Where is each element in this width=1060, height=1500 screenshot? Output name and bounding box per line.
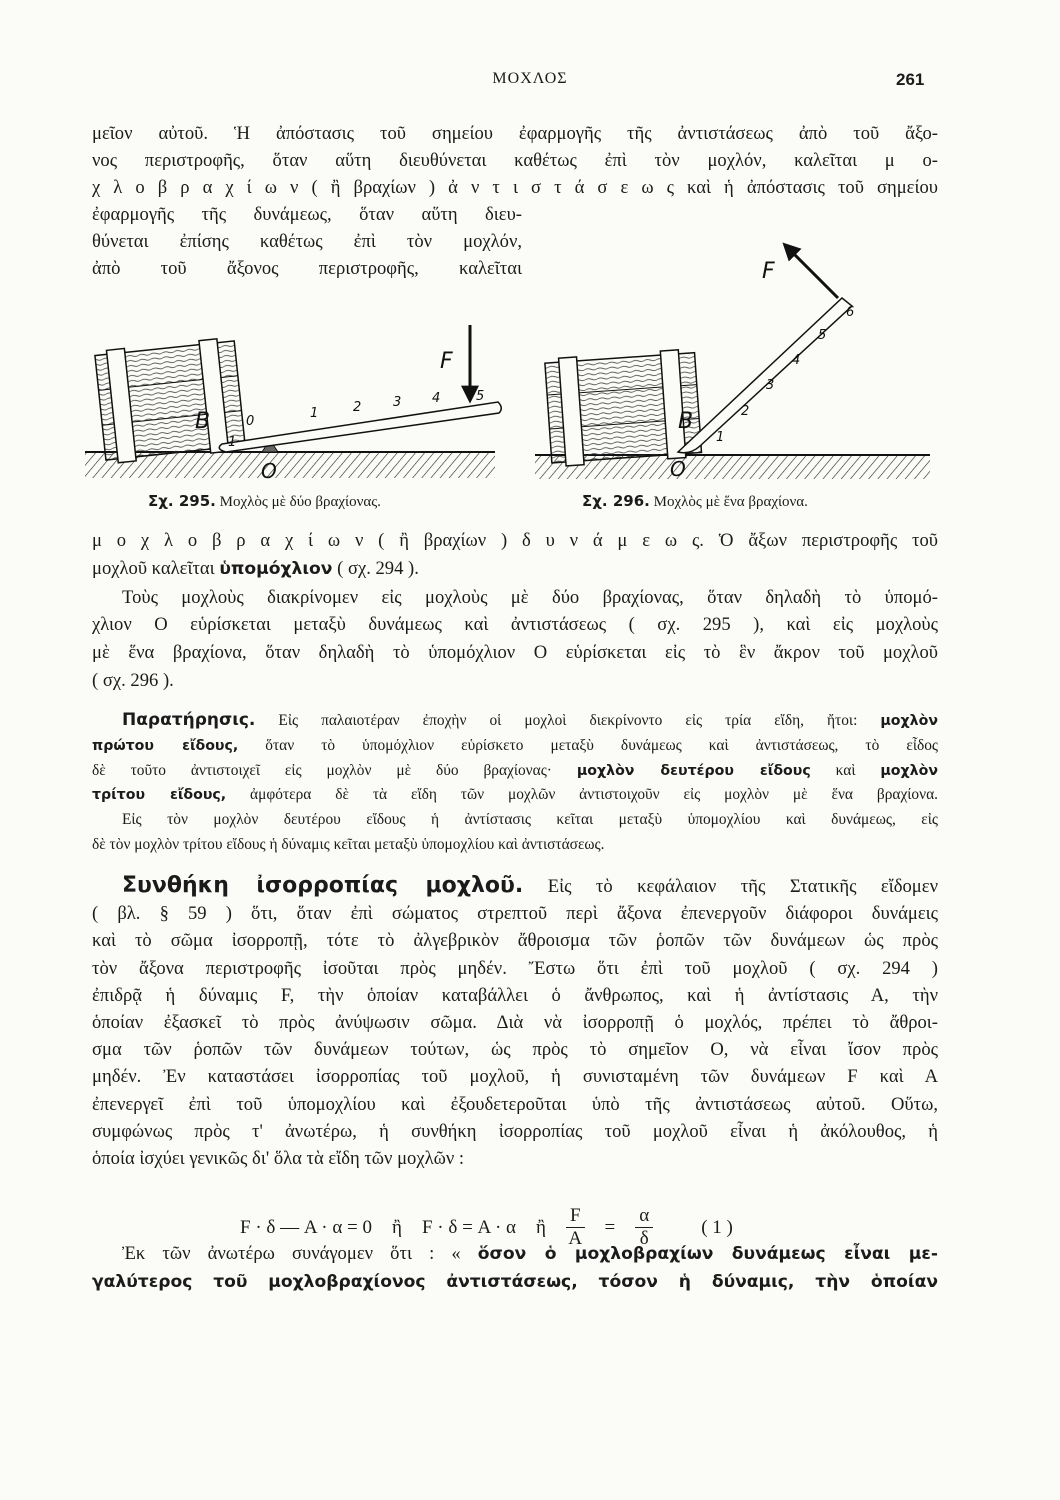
text-run: μοχλοῦ καλεῖται: [92, 557, 220, 579]
text-run: ὁποίαν ἐξασκεῖ τὸ πρὸς ἀνύψωσιν σῶμα. Διὰ νὰ ἰσορροπῇ ὁ μοχλός, πρέπει τὸ ἄθροι-: [92, 1012, 938, 1034]
paragraph-conclusion: [92, 1240, 938, 1296]
paragraph-fulcrum: [92, 527, 938, 695]
caption-label: Σχ. 295.: [148, 492, 216, 510]
bold-term: ὅσον ὁ μοχλοβραχίων δυνάμεως εἶναι με-: [477, 1244, 938, 1264]
text-line: [92, 833, 938, 858]
bold-term: μοχλὸν: [880, 713, 938, 729]
text-run: συμφώνως πρὸς τ' ἀνωτέρω, ἡ συνθήκη ἰσορροπίας τοῦ μοχλοῦ εἶναι ἡ ἀκόλουθος, ἡ: [92, 1120, 938, 1142]
text-line: [92, 1091, 938, 1118]
text-run: δὲ τοῦτο ἀντιστοιχεῖ εἰς μοχλὸν μὲ δύο βραχίονας·: [92, 761, 577, 779]
mark-0: 0: [246, 414, 255, 429]
mark-6: 6: [846, 305, 855, 320]
bold-term: μοχλὸν: [880, 762, 938, 779]
text-run: θύνεται ἐπίσης καθέτως ἐπὶ τὸν μοχλόν,: [92, 231, 522, 252]
text-run: τὸν ἄξονα περιστροφῆς ἰσοῦται πρὸς μηδέν. Ἔστω ὅτι ἐπὶ τοῦ μοχλοῦ ( σχ. 294 ): [92, 957, 938, 979]
bold-term: τρίτου εἴδους,: [92, 787, 227, 804]
text-run: δὲ τὸν μοχλὸν τρίτου εἴδους ἡ δύναμις κεῖται μεταξὺ ὑπομοχλίου καὶ ἀντιστάσεως.: [92, 835, 605, 853]
mark-4: 4: [792, 353, 801, 368]
numerator: α: [635, 1205, 653, 1228]
text-run: Εἰς παλαιοτέραν ἐποχὴν οἱ μοχλοὶ διεκρίνοντο εἰς τρία εἴδη, ἤτοι:: [255, 712, 881, 729]
mark-2: 2: [741, 404, 750, 419]
mark-3: 3: [766, 378, 775, 393]
text-run: Εἰς τὸν μοχλὸν δευτέρου εἴδους ἡ ἀντίστασις κεῖται μεταξὺ ὑπομοχλίου καὶ δυνάμεως, εἰς: [122, 811, 938, 829]
figure-295: [85, 325, 501, 483]
text-run: ( βλ. § 59 ) ὅτι, ὅταν ἐπὶ σώματος στρεπτοῦ περὶ ἄξονα ἐπενεργοῦν διάφοροι δυνάμεις: [92, 903, 938, 925]
running-header: ΜΟΧΛΟΣ: [492, 70, 568, 87]
eq-equals: =: [604, 1216, 616, 1238]
text-line: [92, 1240, 938, 1268]
text-run: Εἰς τὸ κεφάλαιον τῆς Στατικῆς εἴδομεν: [523, 876, 938, 897]
mark-2: 2: [353, 400, 362, 415]
text-run: ἀπὸ τοῦ ἄξονος περιστροφῆς, καλεῖται: [92, 258, 522, 279]
text-line: [92, 783, 938, 808]
text-line: [92, 1063, 938, 1090]
label-O: O: [261, 459, 277, 483]
text-run: ἐπιδρᾷ ἡ δύναμις F, τὴν ὁποίαν καταβάλλει ὁ ἄνθρωπος, καὶ ἡ ἀντίστασις Α, τὴν: [92, 984, 938, 1006]
text-run: ὁποία ἰσχύει γενικῶς δι' ὅλα τὰ εἴδη τῶν μοχλῶν :: [92, 1148, 465, 1170]
text-run: ὅταν τὸ ὑπομόχλιον εὑρίσκετο μεταξὺ δυνάμεως καὶ ἀντιστάσεως, τὸ εἶδος: [238, 736, 938, 754]
text-line: [92, 982, 938, 1009]
mark-1: 1: [716, 430, 725, 445]
crate: [545, 349, 702, 467]
text-line: [92, 955, 938, 982]
figures-295-296: [0, 0, 1060, 500]
mark-5: 5: [476, 389, 485, 404]
label-F: F: [440, 349, 453, 374]
caption-text: Μοχλὸς μὲ δύο βραχίονας.: [219, 494, 381, 510]
text-run: μ ο χ λ ο β ρ α χ ί ω ν ( ἢ βραχίων ) δ υ ν ά μ ε ω ς. Ὁ ἄξων περιστροφῆς τοῦ: [92, 530, 938, 551]
section-heading: Συνθήκη ἰσορροπίας μοχλοῦ.: [122, 873, 524, 898]
text-line: [92, 808, 938, 833]
text-run: χ λ ο β ρ α χ ί ω ν ( ἢ βραχίων ) ἀ ν τ ι σ τ ά σ ε ω ς καὶ ἡ ἀπόστασις τοῦ σημείου: [92, 177, 938, 198]
eq-part1: F · δ — A · α = 0: [240, 1216, 373, 1238]
page-number: 261: [896, 70, 925, 89]
text-line: [92, 667, 938, 695]
text-run: μεῖον αὐτοῦ. Ἡ ἀπόστασις τοῦ σημείου ἐφαρμογῆς τῆς ἀντιστάσεως ἀπὸ τοῦ ἄξο-: [92, 123, 938, 144]
text-run: ἐφαρμογῆς τῆς δυνάμεως, ὅταν αὕτη διευ-: [92, 204, 522, 225]
numerator: F: [566, 1205, 585, 1228]
text-run: ἐπενεργεῖ ἐπὶ τοῦ ὑπομοχλίου καὶ ἐξουδετεροῦται ὑπὸ τῆς ἀντιστάσεως αὐτοῦ. Οὕτω,: [92, 1093, 938, 1115]
text-line: [92, 527, 938, 555]
label-B: B: [195, 409, 211, 434]
label-O: O: [670, 457, 686, 481]
mark-1: 1: [310, 406, 319, 421]
text-line: [92, 927, 938, 954]
text-run: χλιον Ο εὑρίσκεται μεταξὺ δυνάμεως καὶ ἀντιστάσεως ( σχ. 295 ), καὶ εἰς μοχλοὺς: [92, 614, 938, 636]
text-line: [92, 900, 938, 927]
text-run: σμα τῶν ῥοπῶν τῶν δυνάμεων τούτων, ὡς πρὸς τὸ σημεῖον Ο, νὰ εἶναι ἴσον πρὸς: [92, 1039, 938, 1061]
denominator: A: [568, 1228, 583, 1249]
eq-or: ἢ: [392, 1216, 402, 1238]
text-run: καὶ τὸ σῶμα ἰσορροπῇ, τότε τὸ ἀλγεβρικὸν ἄθροισμα τῶν ῥοπῶν τῶν δυνάμεων ὡς πρὸς: [92, 930, 938, 952]
text-run: Ἐκ τῶν ἀνωτέρω συνάγομεν ὅτι : «: [122, 1243, 478, 1264]
mark-3: 3: [393, 395, 402, 410]
text-run: νος περιστροφῆς, ὅταν αὕτη διευθύνεται καθέτως ἐπὶ τὸν μοχλόν, καλεῖται μ ο-: [92, 150, 938, 171]
mark-5: 5: [818, 328, 827, 343]
bold-term: ὑπομόχλιον: [219, 558, 333, 579]
text-run: μηδέν. Ἐν καταστάσει ἰσορροπίας τοῦ μοχλοῦ, ἡ συνισταμένη τῶν δυνάμεων F καὶ Α: [92, 1066, 938, 1088]
text-line: [92, 639, 938, 667]
text-line: [92, 734, 938, 759]
note-paragraph: [92, 708, 938, 858]
mark-4: 4: [432, 391, 441, 406]
text-line: [92, 584, 938, 612]
text-run: ( σχ. 296 ).: [92, 669, 174, 691]
caption-fig-296: [582, 492, 808, 511]
note-heading: Παρατήρησις.: [122, 710, 256, 730]
text-run: καὶ: [810, 761, 881, 779]
force-arrow: [785, 245, 838, 298]
text-run: ἀμφότερα δὲ τὰ εἴδη τῶν μοχλῶν ἀντιστοιχοῦν εἰς μοχλὸν μὲ ἕνα βραχίονα.: [226, 786, 938, 804]
text-line: [92, 1268, 938, 1296]
caption-label: Σχ. 296.: [582, 492, 650, 510]
text-line: [92, 1009, 938, 1036]
label-B: B: [678, 409, 694, 434]
text-line: [92, 1145, 938, 1172]
bold-term: μοχλὸν δευτέρου εἴδους: [576, 762, 811, 779]
text-line: [92, 708, 938, 734]
eq-part2: F · δ = A · α: [421, 1216, 516, 1238]
text-run: μὲ ἕνα βραχίονα, ὅταν δηλαδὴ τὸ ὑπομόχλιον Ο εὑρίσκεται εἰς τὸ ἓν ἄκρον τοῦ μοχλοῦ: [92, 642, 938, 664]
text-line: [92, 1118, 938, 1145]
label-F: F: [762, 259, 775, 284]
bold-term: πρώτου εἴδους,: [92, 737, 239, 754]
caption-fig-295: [148, 492, 381, 511]
equation-number: ( 1 ): [701, 1216, 733, 1238]
text-line: [92, 555, 938, 584]
lever: [678, 298, 855, 453]
caption-text: Μοχλὸς μὲ ἕνα βραχίονα.: [653, 494, 808, 510]
text-line: [92, 1036, 938, 1063]
eq-or: ἢ: [536, 1216, 546, 1238]
text-run: ( σχ. 294 ).: [332, 557, 419, 579]
paragraph-equilibrium: [92, 872, 938, 1172]
text-line: [92, 611, 938, 639]
text-line: [92, 872, 938, 900]
denominator: δ: [639, 1228, 649, 1249]
text-run: Τοὺς μοχλοὺς διακρίνομεν εἰς μοχλοὺς μὲ δύο βραχίονας, ὅταν δηλαδὴ τὸ ὑπομό-: [122, 586, 938, 608]
mark-left-1: 1: [228, 435, 237, 450]
bold-term: γαλύτερος τοῦ μοχλοβραχίονος ἀντιστάσεως, τόσον ἡ δύναμις, τὴν ὁποίαν: [92, 1272, 938, 1292]
figure-296: [535, 245, 930, 481]
text-line: [92, 759, 938, 784]
